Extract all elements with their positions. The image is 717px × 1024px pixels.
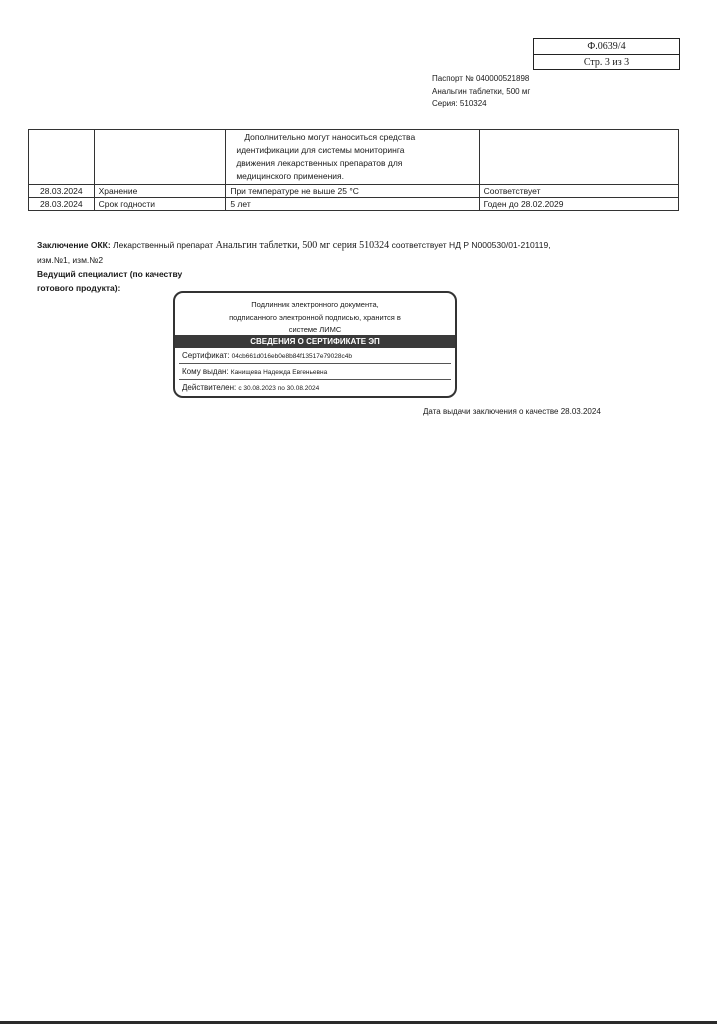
passport-number: Паспорт № 040000521898 [432,74,530,83]
issue-date: Дата выдачи заключения о качестве 28.03.2024 [423,407,601,416]
cell-result: Годен до 28.02.2029 [479,198,678,211]
cell-test [94,130,226,185]
page-number: Стр. 3 из 3 [534,54,679,70]
cell-date [29,130,95,185]
requirement-line: движения лекарственных препаратов для [236,158,403,168]
requirement-line: Дополнительно могут наноситься средства [244,132,416,142]
conclusion-product: Анальгин таблетки, 500 мг серия 510324 [215,240,390,251]
passport-info [432,73,530,111]
conclusion-text-2: соответствует НД Р N000530/01-210119, [391,240,551,250]
cell-requirement [226,130,479,185]
stamp-note [175,293,455,335]
passport-series: Серия: 510324 [432,99,487,108]
specialist-line-1: Ведущий специалист (по качеству [37,269,183,279]
results-table [28,129,679,211]
owner-value: Канищева Надежда Евгеньевна [230,369,328,376]
cell-test: Хранение [94,185,226,198]
requirement-line: медицинского применения. [236,171,345,181]
stamp-owner [175,364,455,379]
stamp-note-line-3: системе ЛИМС [288,325,342,334]
cell-requirement: При температуре не выше 25 °С [226,185,479,198]
e-signature-stamp [173,291,457,398]
table-row [29,130,679,185]
validity-value: с 30.08.2023 по 30.08.2024 [238,385,320,392]
cell-test: Срок годности [94,198,226,211]
conclusion-text-1: Лекарственный препарат [113,240,214,250]
validity-label: Действителен: [182,383,237,392]
conclusion-label: Заключение ОКК: [37,240,111,250]
certificate-value: 04cb661d016eb0e8b84f13517e79028c4b [231,353,352,360]
cell-date: 28.03.2024 [29,185,95,198]
passport-product: Анальгин таблетки, 500 мг [432,86,531,96]
owner-label: Кому выдан: [182,367,229,376]
stamp-note-line-1: Подлинник электронного документа, [251,300,379,309]
stamp-certificate [175,348,455,363]
stamp-validity [175,380,455,395]
stamp-header: СВЕДЕНИЯ О СЕРТИФИКАТЕ ЭП [175,335,455,348]
table-row [29,198,679,211]
stamp-note-line-2: подписанного электронной подписью, хранится в [229,312,401,322]
certificate-label: Сертификат: [182,351,230,360]
requirement-line: идентификации для системы мониторинга [236,145,405,155]
form-code: Ф.0639/4 [587,41,626,52]
conclusion [37,238,597,267]
specialist-label [37,267,182,295]
cell-requirement: 5 лет [226,198,479,211]
cell-result [479,130,678,185]
cell-date: 28.03.2024 [29,198,95,211]
form-code-box [533,38,680,70]
table-row [29,185,679,198]
specialist-line-2: готового продукта): [37,283,121,293]
cell-result: Соответствует [479,185,678,198]
conclusion-text-3: изм.№1, изм.№2 [37,255,104,265]
